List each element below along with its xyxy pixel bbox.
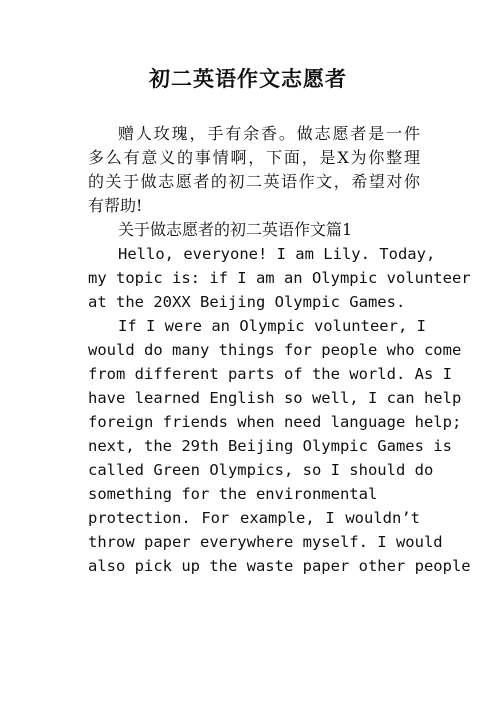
intro-line-4: 有帮助! [88, 196, 143, 215]
para2-line-6: next, the 29th Beijing Olympic Games is [88, 437, 452, 455]
para2-line-7: called Green Olympics, so I should do [88, 461, 434, 479]
intro-line-3: 的关于做志愿者的初二英语作文，希望对你 [88, 172, 420, 191]
para2-line-8: something for the environmental [88, 485, 378, 503]
para2-line-2: would do many things for people who come [88, 341, 462, 359]
para2-line-10: throw paper everywhere myself. I would [88, 533, 443, 551]
para2-line-5: foreign friends when need language help; [88, 413, 462, 431]
para1-line-3: at the 20XX Beijing Olympic Games. [88, 293, 406, 311]
para2-line-3: from different parts of the world. As I [88, 365, 452, 383]
para2-line-4: have learned English so well, I can help [88, 389, 462, 407]
document-title: 初二英语作文志愿者 [149, 66, 347, 91]
para2-line-11: also pick up the waste paper other people [88, 557, 471, 575]
intro-line-1: 赠人玫瑰，手有余香。做志愿者是一件 [118, 124, 420, 143]
intro-line-2: 多么有意义的事情啊，下面，是X为你整理 [88, 148, 420, 167]
para1-line-2: my topic is: if I am an Olympic volunteer [88, 269, 471, 287]
para1-line-1: Hello, everyone! I am Lily. Today, [118, 245, 436, 263]
para2-line-1: If I were an Olympic volunteer, I [118, 317, 426, 335]
section-heading: 关于做志愿者的初二英语作文篇1 [118, 220, 353, 239]
para2-line-9: protection. For example, I wouldn’t [88, 509, 420, 527]
